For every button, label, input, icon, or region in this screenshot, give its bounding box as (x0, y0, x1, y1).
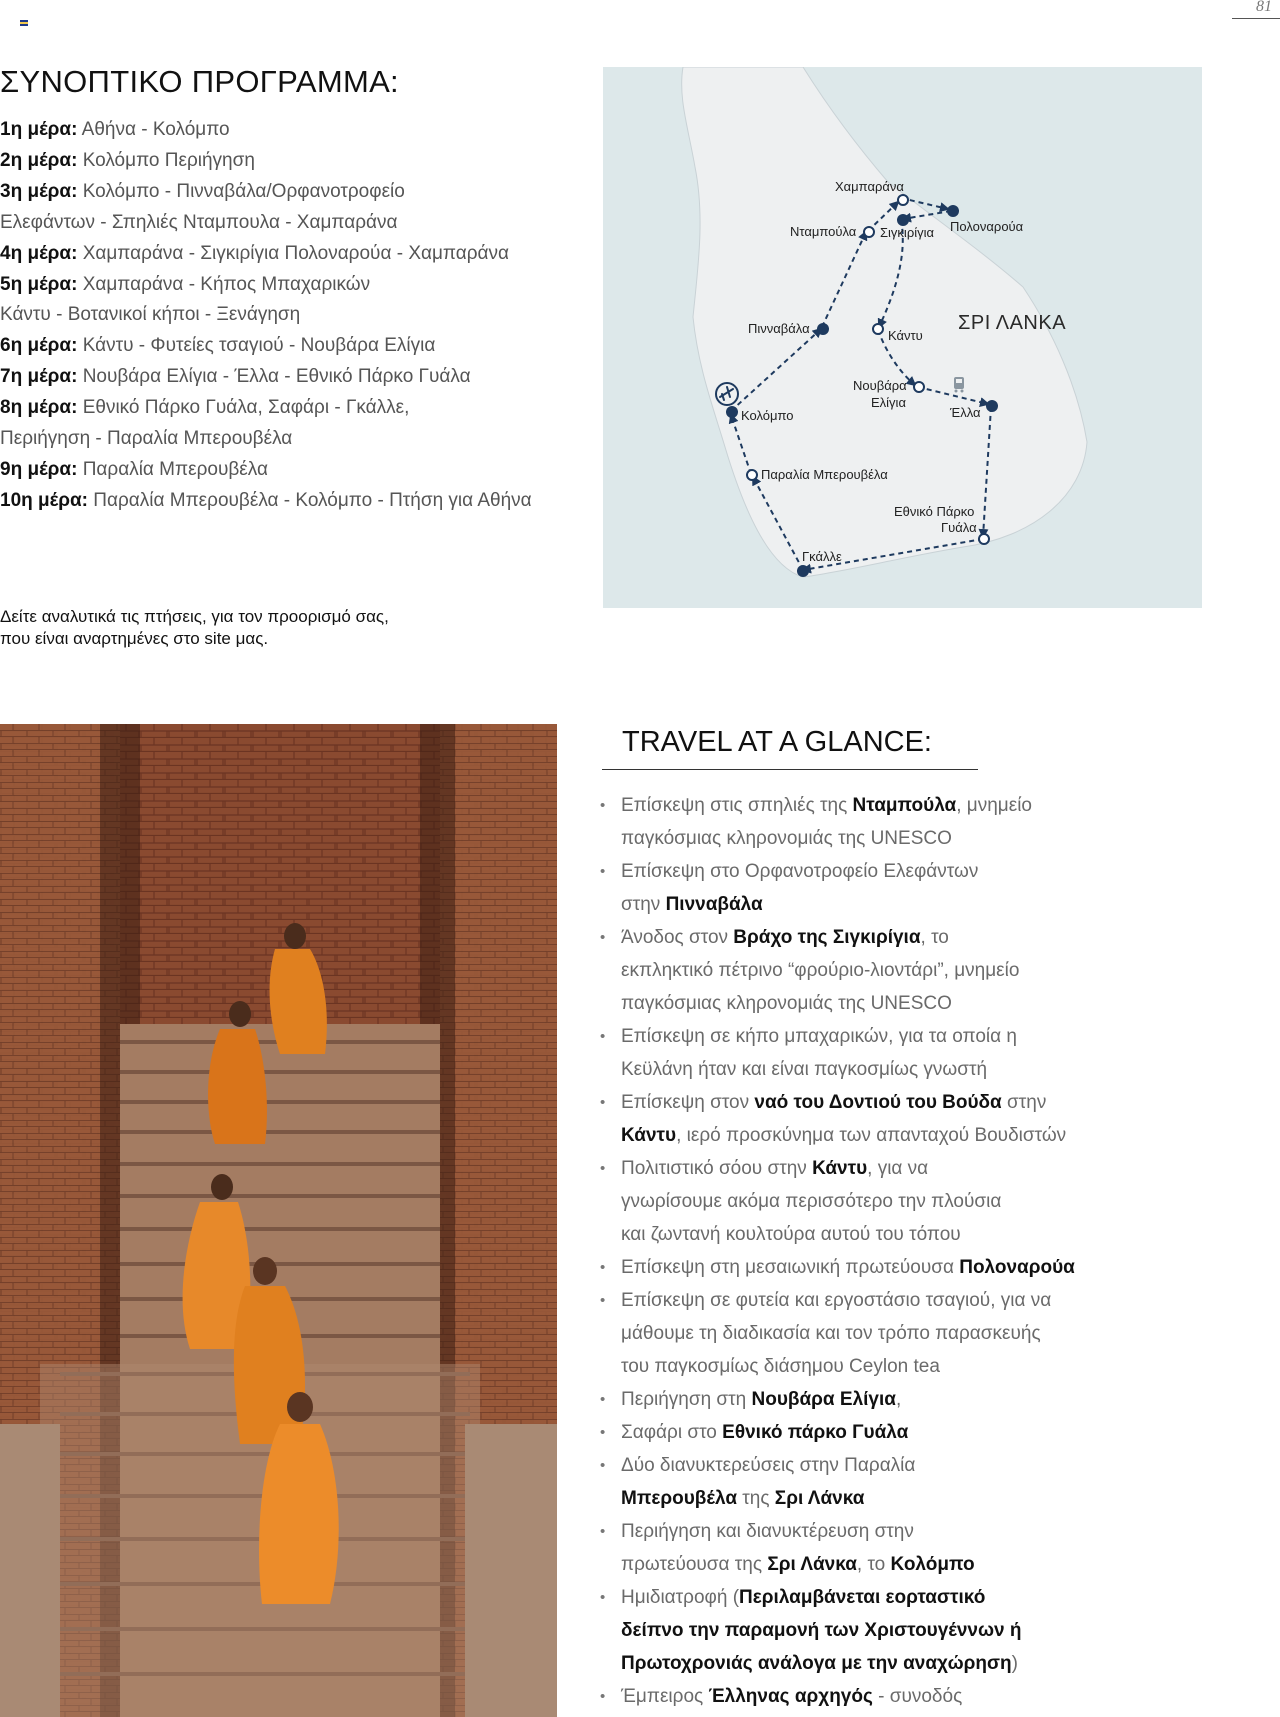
program-day: 2η μέρα: Κολόμπο Περιήγηση (0, 149, 255, 171)
highlights-list (598, 789, 1118, 1713)
map-label-kandy: Κάντυ (888, 328, 923, 343)
glance-title: TRAVEL AT A GLANCE: (622, 726, 932, 758)
map-label-dambulla: Νταμπούλα (790, 224, 857, 239)
map-label-habarana: Χαμπαράνα (835, 179, 904, 194)
list-item: • Επίσκεψη στον ναό του Δοντιού του Βούδα στην Κάντυ, ιερό προσκύνημα των απανταχού Βουδιστών (598, 1086, 1118, 1152)
program-day: 7η μέρα: Νουβάρα Ελίγια - Έλλα - Εθνικό Πάρκο Γυάλα (0, 366, 471, 388)
list-item: • Επίσκεψη στις σπηλιές της Νταμπούλα, μνημείο παγκόσμιας κληρονομιάς της UNESCO (598, 789, 1118, 855)
route-map-graphic (603, 67, 1202, 608)
map-label-pinnawala: Πινναβάλα (748, 321, 810, 336)
map-marker-kandy (873, 324, 883, 334)
list-item: • Έμπειρος Έλληνας αρχηγός - συνοδός (598, 1680, 1118, 1713)
map-marker-beruwala (747, 470, 757, 480)
map-label-yala: Εθνικό Πάρκο (894, 504, 975, 519)
flights-note: Δείτε αναλυτικά τις πτήσεις, για τον προορισμό σας, που είναι αναρτημένες στο site μας. (0, 607, 389, 648)
map-marker-ella (986, 400, 998, 412)
map-label-beruwala: Παραλία Μπερουβέλα (761, 467, 888, 482)
page-number-rule (1232, 18, 1280, 19)
program-day: 4η μέρα: Χαμπαράνα - Σιγκιρίγια Πολοναρούα - Χαμπαράνα (0, 242, 510, 264)
map-marker-habarana (898, 195, 908, 205)
list-item: • Επίσκεψη στη μεσαιωνική πρωτεύουσα Πολοναρούα (598, 1251, 1118, 1284)
program-day: 3η μέρα: Κολόμπο - Πινναβάλα/Ορφανοτροφείο Ελεφάντων - Σπηλιές Νταμπουλα - Χαμπαράνα (0, 180, 405, 233)
route-map (603, 67, 1202, 608)
map-label-ella: Έλλα (950, 405, 981, 420)
monks-stairs-photo (0, 724, 557, 1717)
map-marker-galle (797, 565, 809, 577)
list-item: • Δύο διανυκτερεύσεις στην Παραλία Μπερουβέλα της Σρι Λάνκα (598, 1449, 1118, 1515)
program-day: 10η μέρα: Παραλία Μπερουβέλα - Κολόμπο - Πτήση για Αθήνα (0, 489, 532, 511)
program-day: 5η μέρα: Χαμπαράνα - Κήπος Μπαχαρικών Κάντυ - Βοτανικοί κήποι - Ξενάγηση (0, 273, 371, 326)
map-label-sigiriya: Σιγκιρίγια (880, 225, 934, 240)
map-country-label: ΣΡΙ ΛΑΝΚΑ (958, 312, 1067, 334)
glance-title-rule (602, 769, 978, 770)
map-label-galle: Γκάλλε (802, 549, 842, 564)
plane-icon (716, 383, 738, 405)
list-item: • Περιήγηση και διανυκτέρευση στην πρωτεύουσα της Σρι Λάνκα, το Κολόμπο (598, 1515, 1118, 1581)
program-day: 8η μέρα: Εθνικό Πάρκο Γυάλα, Σαφάρι - Γκάλλε, Περιήγηση - Παραλία Μπερουβέλα (0, 397, 410, 450)
list-item: • Επίσκεψη στο Ορφανοτροφείο Ελεφάντων στην Πινναβάλα (598, 855, 1118, 921)
map-marker-nuwara-eliya (914, 382, 924, 392)
program-day: 9η μέρα: Παραλία Μπερουβέλα (0, 458, 268, 480)
program-list (0, 115, 580, 517)
map-label-nuwara: Νουβάρα (853, 378, 907, 393)
map-marker-dambulla (864, 227, 874, 237)
list-item: • Επίσκεψη σε φυτεία και εργοστάσιο τσαγιού, για να μάθουμε τη διαδικασία και τον τρόπο παρασκευής του παγκοσμίως διάσημου Ceylon tea (598, 1284, 1118, 1383)
list-item: • Άνοδος στον Βράχο της Σιγκιρίγια, το εκπληκτικό πέτρινο “φρούριο-λιοντάρι”, μνημείο παγκόσμιας κληρονομιάς της UNESCO (598, 921, 1118, 1020)
map-marker-polonnaruwa (947, 205, 959, 217)
list-item: • Σαφάρι στο Εθνικό πάρκο Γυάλα (598, 1416, 1118, 1449)
list-item: • Περιήγηση στη Νουβάρα Ελίγια, (598, 1383, 1118, 1416)
map-label-colombo: Κολόμπο (741, 408, 794, 423)
program-day: 6η μέρα: Κάντυ - Φυτείες τσαγιού - Νουβάρα Ελίγια (0, 335, 436, 357)
list-item: • Πολιτιστικό σόου στην Κάντυ, για να γνωρίσουμε ακόμα περισσότερο την πλούσια και ζωντανή κουλτούρα αυτού του τόπου (598, 1152, 1118, 1251)
map-marker-yala (979, 534, 989, 544)
map-marker-colombo (726, 406, 738, 418)
map-label-yala-2: Γυάλα (941, 520, 977, 535)
map-label-eliya: Ελίγια (871, 395, 906, 410)
list-item: • Επίσκεψη σε κήπο μπαχαρικών, για τα οποία η Κεϋλάνη ήταν και είναι παγκοσμίως γνωστή (598, 1020, 1118, 1086)
page-number: 81 (1256, 0, 1272, 15)
program-day: 1η μέρα: Αθήνα - Κολόμπο (0, 119, 230, 140)
program-title: ΣΥΝΟΠΤΙΚΟ ΠΡΟΓΡΑΜΜΑ: (0, 64, 399, 99)
flag-icon (20, 20, 28, 26)
map-label-polonnaruwa: Πολοναρούα (950, 219, 1024, 234)
list-item: • Ημιδιατροφή (Περιλαμβάνεται εορταστικό δείπνο την παραμονή των Χριστουγέννων ή Πρωτοχρονιάς ανάλογα με την αναχώρηση) (598, 1581, 1118, 1680)
map-marker-pinnawala (817, 323, 829, 335)
